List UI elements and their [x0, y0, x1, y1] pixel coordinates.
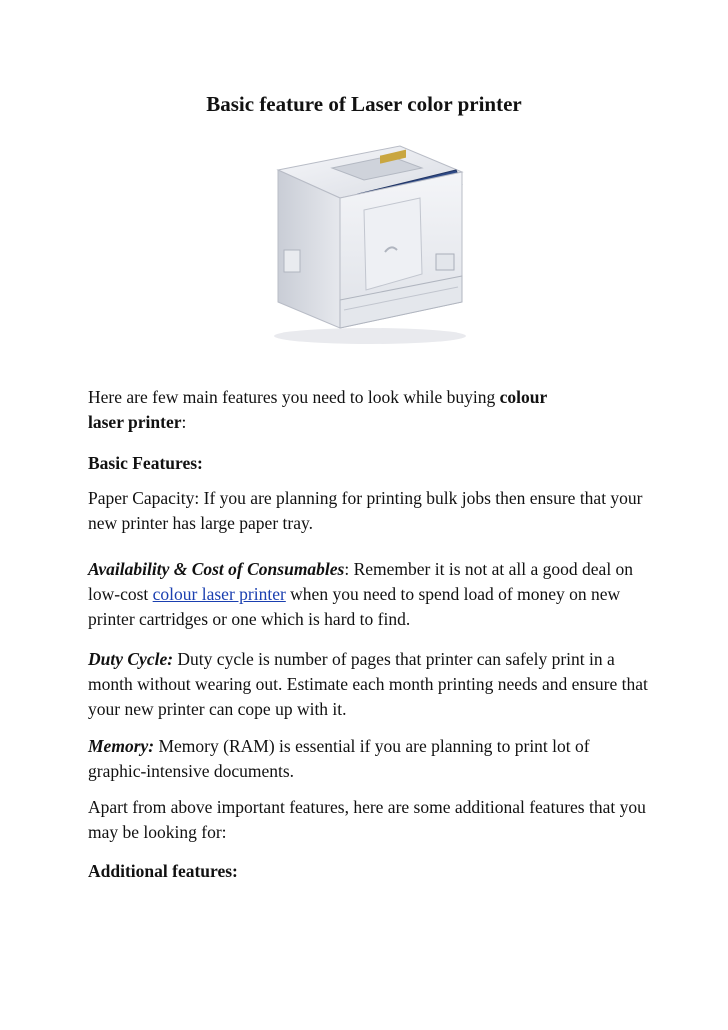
- intro-bold-laser-printer: laser printer: [88, 412, 182, 432]
- basic-features-heading: Basic Features:: [88, 453, 203, 473]
- availability-text-end: when you need to spend load of money on new printer cartridges or one which is hard to find.: [88, 584, 621, 629]
- intro-text: Here are few main features you need to look while buying: [88, 387, 500, 407]
- page-title: Basic feature of Laser color printer: [206, 92, 522, 116]
- intro-suffix: :: [181, 412, 187, 432]
- intro-paragraph: [88, 385, 648, 435]
- paper-capacity-paragraph: Paper Capacity: If you are planning for printing bulk jobs then ensure that your new printer has large paper tray.: [88, 488, 643, 533]
- duty-cycle-text: Duty cycle is number of pages that printer can safely print in a month without wearing out. Estimate each month printing needs and ensure that your new printer can cope up with it.: [88, 649, 648, 719]
- intro-bold-colour: colour: [499, 387, 548, 407]
- memory-paragraph: [88, 734, 648, 784]
- apart-paragraph: Apart from above important features, here are some additional features that you may be looking for:: [88, 797, 646, 842]
- memory-label: Memory:: [88, 736, 155, 756]
- availability-paragraph: [88, 557, 648, 632]
- availability-text: : Remember it is not at all a good deal on low-cost: [88, 559, 634, 604]
- colour-laser-printer-link[interactable]: colour laser printer: [152, 584, 286, 604]
- laser-printer-illustration: [240, 132, 480, 362]
- printer-image: [240, 132, 480, 362]
- duty-cycle-paragraph: [88, 647, 648, 722]
- memory-text: Memory (RAM) is essential if you are planning to print lot of graphic-intensive documents.: [88, 736, 590, 781]
- duty-cycle-label: Duty Cycle:: [88, 649, 174, 669]
- availability-label: Availability & Cost of Consumables: [88, 559, 345, 579]
- additional-features-heading: Additional features:: [88, 861, 238, 881]
